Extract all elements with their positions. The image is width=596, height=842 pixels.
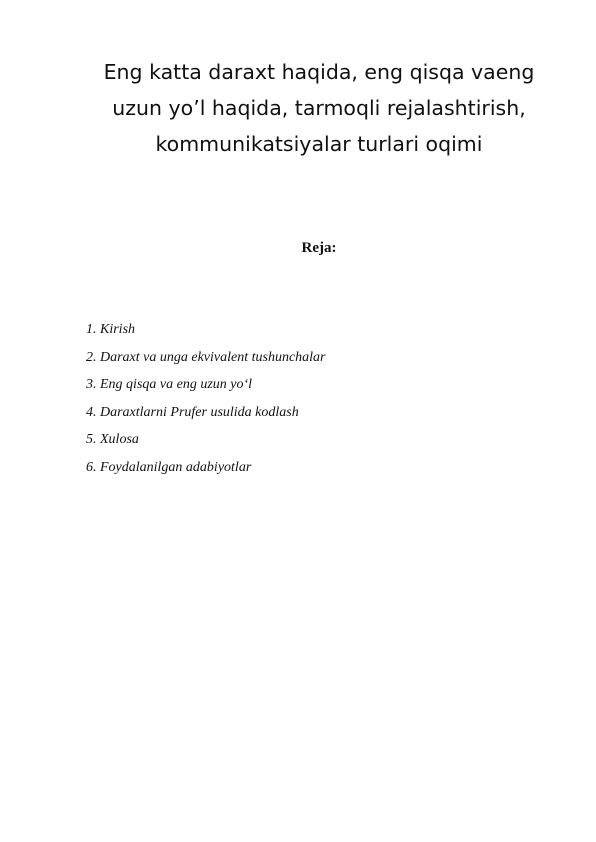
toc-item-number: 5.	[86, 432, 97, 448]
toc-item-text: Daraxtlarni Prufer usulida kodlash	[100, 404, 299, 420]
toc-item	[86, 320, 326, 348]
toc-item-number: 1.	[86, 322, 97, 337]
title-line: uzun yo’l haqida, tarmoqli rejalashtirish,	[112, 96, 526, 120]
toc-item	[86, 458, 326, 486]
toc-item-number: 6.	[86, 459, 97, 475]
toc-item-number: 2.	[86, 349, 97, 365]
toc-item	[86, 403, 326, 431]
toc-item-text: Kirish	[100, 322, 136, 337]
toc-item-text: Daraxt va unga ekvivalent tushunchalar	[100, 349, 326, 365]
title-line: kommunikatsiyalar turlari oqimi	[155, 132, 483, 156]
toc-item-text: Eng qisqa va eng uzun yo‘l	[100, 377, 253, 393]
toc-item-text: Foydalanilgan adabiyotlar	[100, 459, 252, 475]
toc-item-number: 4.	[86, 404, 97, 420]
table-of-contents	[86, 320, 326, 486]
toc-item	[86, 430, 326, 458]
toc-item	[86, 375, 326, 403]
toc-item-number: 3.	[86, 377, 97, 393]
title-line: Eng katta daraxt haqida, eng qisqa vaeng	[103, 60, 535, 84]
toc-item	[86, 348, 326, 376]
document-title	[80, 54, 558, 162]
plan-heading: Reja:	[301, 240, 337, 256]
toc-item-text: Xulosa	[100, 432, 139, 448]
